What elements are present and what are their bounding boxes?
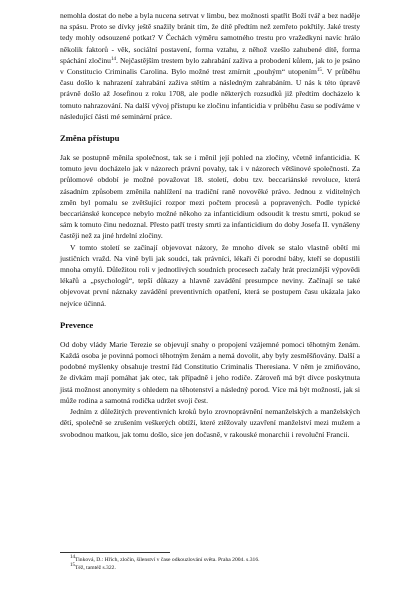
paragraph-text: . Nejčastějším trestem bylo zahrabání zaživa a probodení kůlem, jak to je psáno v Constitucio Criminalis Carolina. Bylo možné trest zmírnit „pouhým“ utopením xyxy=(60,55,360,77)
section-heading-zmena-pristupu: Změna přístupu xyxy=(60,133,120,144)
section-heading-prevence: Prevence xyxy=(60,319,94,330)
footnote-divider xyxy=(60,552,170,553)
page-body xyxy=(60,10,360,440)
paragraph-text: nemohla dostat do nebe a byla nucena setrvat v limbu, bez možnosti spatřit Boží tvář a bez naděje na spásu. Proto se dívky ještě snažily bránit tím, že dítě předtím než zemřeto pokřtily. Jaké tresty tedy mohly odsouzené potkat? V Čechách výměru samotného trestu pro vražedkyni navíc hrálo několik faktorů - věk, sociální postavení, forma vztahu, z něhož vzešlo zahubené dítě, forma spáchání zločinu xyxy=(60,11,360,65)
footnote-ref: 14 xyxy=(110,56,116,62)
paragraph: Od doby vlády Marie Terezie se objevují snahy o propojení vzájemné pomoci těhotným ženám. Každá osoba je povinná pomoci těhotným ženám a nemá dovolit, aby byly zesměšňovány. Další a podobné myšlenky obsahuje trestní řád Constitutio Criminalis Theresiana. V něm je zmiňováno, že dívkám mají pomáhat jak otec, tak případně i jeho rodiče. Zároveň má být dívce poskytnuta jistá možnost anonymity s ohledem na těhotenství a následný porod. Více má být možností, jak si může rodina a samotná rodička udržet svoji čest. xyxy=(60,339,360,405)
footnotes xyxy=(60,552,360,572)
paragraph-intro xyxy=(60,10,360,122)
paragraph: Jedním z důležitých preventivních kroků bylo zrovnoprávnění nemanželských a manželských dětí, společně se zrušením veškerých obtíží, které ztěžovaly uzavření manželství mezi mužem a svobodnou matkou, jak tomu došlo, sice jen dočasně, v rakouské monarchii i revoluční Francii. xyxy=(60,407,360,439)
footnote xyxy=(60,556,360,564)
footnote-number: 15 xyxy=(70,563,75,568)
footnote xyxy=(60,564,360,572)
footnote-ref: 15 xyxy=(316,68,322,74)
paragraph: Jak se postupně měnila společnost, tak se i měnil její pohled na zločiny, včetně infanticidia. K tomuto jevu docházelo jak v názorech právní povahy, tak i v názorech většinové společnosti. Za průlomové období je možné považovat 18. století, dobu tzv. beccariánské revoluce, která zásadním způsobem změnila nahlížení na tradiční raně novověké právo. Jednou z viditelných změn byl pomalu se zvětšující rozpor mezi počtem procesů a popravených. Podle typické beccariánské koncepce nebylo možné někoho za infanticidium odsoudit k trestu smrti, pokud se sám k tomuto činu nedoznal. Přesto patří tresty smrti za infanticidium do doby Josefa II. vynášeny častěji než za jiné hrdelní zločiny. xyxy=(60,153,360,241)
footnote-text: Tinková, D.: Hřích, zločin, šílenství v čase odkouzlování světa. Praha 2004. s.316. xyxy=(75,557,260,563)
footnote-number: 14 xyxy=(70,555,75,560)
paragraph: V tomto století se začínají objevovat názory, že mnoho dívek se stalo vlastně obětí mi justičních vražd. Na vině byli jak soudci, tak právníci, lékaři či porodní báby, kteří se dopustili mnoha omylů. Důležitou roli v jednotlivých soudních procesech začaly hrát preciznější výpovědi lékařů a „psychologů“, tepší důkazy a hlavně zavádění presumpce neviny. Začínají se také objevovat první náznaky zavádění preventivních opatření, která se postupem času ukázala jako nejvíce účinná. xyxy=(60,242,360,308)
footnote-text: Též, tamtéž s.322. xyxy=(75,565,116,571)
paragraph-text: . V průběhu času došlo k nahrazení zahrabání zaživa stětím a následným zahrabáním. U nás k této úpravě právně došlo až Josefinou z roku 1708, ale podle některých rozsudků již předtím docházelo k tomuto nahrazování. Na další vývoj přístupu ke zločinu infanticidia v průběhu času se podíváme v následující části mé seminární práce. xyxy=(60,67,361,121)
